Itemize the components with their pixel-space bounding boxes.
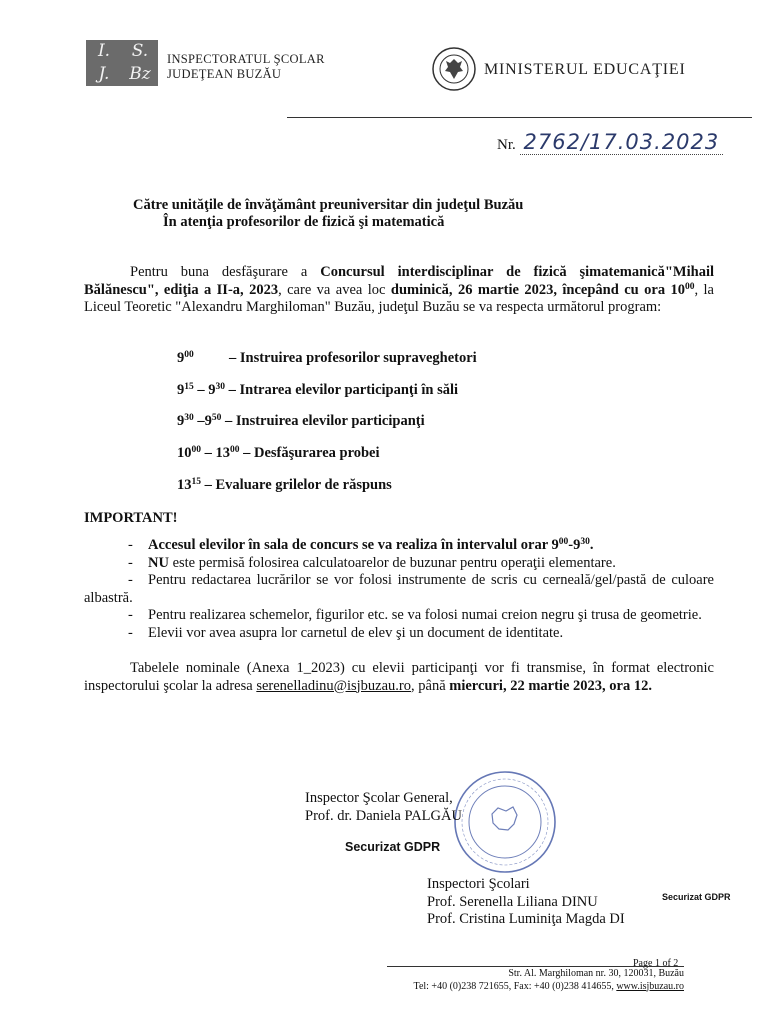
bullet-text: este permisă folosirea calculatoarelor de buzunar pentru operaţii elementare. — [168, 554, 616, 571]
bullet-text: Accesul elevilor în sala de concurs se va realiza în intervalul orar 9 — [148, 537, 559, 553]
superscript: 30 — [184, 413, 194, 423]
signatory-name: Prof. dr. Daniela PALGĂU — [305, 808, 462, 824]
list-item: - Pentru realizarea schemelor, figurilor etc. se va folosi numai creion negru şi trusa de geometrie. — [128, 607, 702, 623]
bullet-bold: NU — [148, 554, 169, 571]
program-time — [177, 382, 225, 398]
time-text: 10 — [177, 445, 192, 461]
list-item: - Accesul elevilor în sala de concurs se va realiza în intervalul orar $9^{00}-9^{30}$. — [128, 537, 594, 553]
important-list — [84, 537, 714, 642]
time-text: – 13 — [201, 445, 230, 461]
time-text: 9 — [177, 350, 185, 366]
ministry-name: MINISTERUL EDUCAŢIEI — [484, 61, 686, 78]
closing-paragraph — [84, 660, 714, 695]
intro-paragraph — [84, 264, 714, 317]
list-item: - Pentru redactarea lucrărilor se vor folosi instrumente de scris cu cerneală/gel/pastă de culoare albastră. — [84, 572, 714, 606]
signature-inspectors — [427, 876, 625, 929]
superscript: 15 — [191, 477, 201, 487]
superscript: 00 — [684, 281, 695, 292]
isj-logo — [86, 40, 158, 86]
program-item — [177, 350, 477, 367]
intro-text: , care va avea loc — [278, 281, 391, 298]
program-text: – Instruirea profesorilor supraveghetori — [229, 350, 477, 366]
program-time — [177, 413, 221, 429]
program-text: – Instruirea elevilor participanţi — [221, 413, 425, 429]
intro-text: , la Liceul Teoretic "Alexandru Marghiloman" Buzău, judeţul Buzău se va respecta următorul program: — [84, 281, 714, 315]
email-link[interactable]: serenelladinu@isjbuzau.ro — [256, 677, 412, 694]
closing-text: , până — [411, 677, 450, 694]
isj-name-line1: INSPECTORATUL ŞCOLAR — [167, 52, 325, 66]
signatory-name: Prof. Cristina Luminiţa Magda DI — [427, 911, 625, 927]
important-heading: IMPORTANT! — [84, 510, 178, 526]
program-item — [177, 445, 380, 462]
logo-letter: Bz — [129, 64, 151, 84]
superscript: 30 — [215, 382, 225, 392]
bullet-text: Pentru realizarea schemelor, figurilor etc. se va folosi numai creion negru şi trusa de geometrie. — [148, 607, 702, 623]
superscript: 00 — [191, 445, 201, 455]
program-time — [177, 477, 201, 493]
deadline: miercuri, 22 martie 2023, ora 12. — [449, 677, 652, 694]
government-seal-icon — [432, 47, 476, 91]
closing-text: Tabelele nominale (Anexa 1_2023) cu elevii participanţi vor fi transmise, în format electronic inspectorului şcolar la adresa — [84, 660, 714, 694]
gdpr-side-label: Securizat GDPR — [662, 892, 731, 902]
header-divider — [287, 117, 752, 118]
isj-name — [167, 52, 325, 82]
list-item: - Elevii vor avea asupra lor carnetul de elev şi un document de identitate. — [128, 624, 564, 641]
superscript: 50 — [211, 413, 222, 423]
program-item — [177, 413, 425, 430]
list-item: - NU este permisă folosirea calculatoarelor de buzunar pentru operaţii elementare. — [128, 554, 616, 571]
registration-number — [497, 130, 723, 155]
footer-street: Str. Al. Marghiloman nr. 30, 120031, Buzău — [508, 968, 684, 979]
time-text: 13 — [177, 477, 192, 493]
signatory-title: Inspector Şcolar General, — [305, 790, 453, 806]
footer-divider — [387, 966, 684, 967]
footer-phone: Tel: +40 (0)238 721655, Fax: +40 (0)238 414655, — [413, 980, 617, 992]
logo-letter: I. — [97, 41, 111, 61]
signatory-name: Prof. Serenella Liliana DINU — [427, 893, 598, 910]
isj-name-line2: JUDEŢEAN BUZĂU — [167, 67, 282, 81]
superscript: 00 — [184, 350, 194, 360]
bullet-text: -9 — [568, 537, 581, 553]
program-time — [177, 350, 229, 367]
intro-text: Pentru buna desfăşurare a — [130, 264, 321, 280]
signature-general — [305, 789, 462, 825]
bullet-text: Pentru redactarea lucrărilor se vor folosi instrumente de scris cu cerneală/gel/pastă de culoare albastră. — [84, 572, 714, 606]
program-item — [177, 382, 458, 399]
superscript: 30 — [580, 537, 590, 547]
program-text: – Desfăşurarea probei — [239, 445, 380, 461]
signatory-title: Inspectori Şcolari — [427, 876, 530, 892]
page-number: Page 1 of 2 — [633, 958, 679, 969]
contest-date — [391, 282, 695, 298]
bullet-bold — [148, 537, 594, 553]
program-text: – Intrarea elevilor participanţi în săli — [225, 382, 459, 398]
bullet-text: Elevii vor avea asupra lor carnetul de elev şi un document de identitate. — [148, 624, 564, 641]
bullet-text: . — [589, 537, 594, 553]
addressee-line1: Către unităţile de învăţământ preuniversitar din judeţul Buzău — [133, 197, 524, 213]
superscript: 00 — [230, 445, 240, 455]
time-text: 9 — [177, 382, 185, 398]
reg-label: Nr. — [497, 137, 516, 153]
logo-letter: S. — [131, 41, 149, 61]
website-link[interactable]: www.isjbuzau.ro — [616, 980, 684, 992]
logo-letter: J. — [98, 64, 110, 84]
program-time — [177, 445, 240, 461]
reg-number-handwritten: 2762/17.03.2023 — [520, 130, 724, 155]
program-text: – Evaluare grilelor de răspuns — [201, 477, 392, 493]
time-text: – 9 — [193, 382, 216, 398]
footer-contact — [360, 981, 684, 994]
footer-address — [360, 968, 684, 993]
time-text: 9 — [177, 413, 185, 429]
superscript: 00 — [558, 537, 569, 547]
addressee-line2: În atenţia profesorilor de fizică şi matematică — [163, 214, 445, 230]
time-text: –9 — [193, 413, 212, 429]
superscript: 15 — [184, 382, 194, 392]
program-item — [177, 477, 392, 494]
contest-date-text: duminică, 26 martie 2023, începând cu ora 10 — [390, 281, 685, 298]
contest-name: Concursul interdisciplinar de fizică şimatemanică"Mihail Bălănescu", ediţia a II-a, 2023 — [84, 264, 715, 298]
gdpr-label: Securizat GDPR — [345, 840, 441, 854]
